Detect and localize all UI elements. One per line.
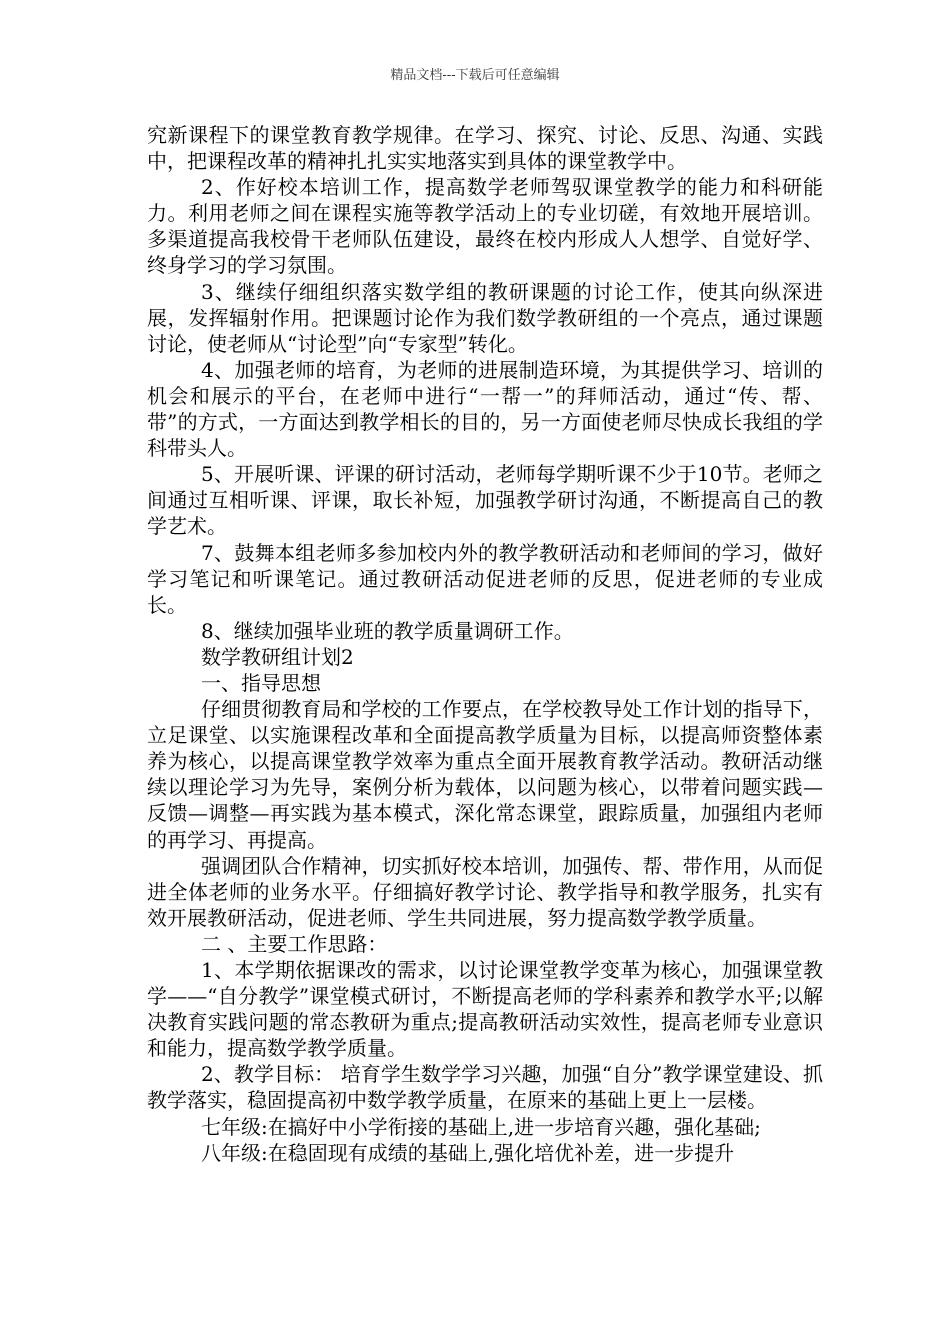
paragraph: 4、加强老师的培育，为老师的进展制造环境，为其提供学习、培训的机会和展示的平台，在老师中进行“一帮一”的拜师活动，通过“传、帮、带”的方式，一方面达到教学相长的目的，另一方面使老师尽快成长我组的学科带头人。 (147, 357, 823, 461)
paragraph: 八年级:在稳固现有成绩的基础上,强化培优补差，进一步提升 (201, 1140, 735, 1165)
section-heading: 二 、主要工作思路： (201, 931, 388, 956)
section-heading: 一、指导思想 (201, 670, 321, 695)
page-header: 精品文档---下载后可任意编辑 (390, 68, 560, 83)
paragraph: 七年级:在搞好中小学衔接的基础上,进一步培育兴趣，强化基础; (201, 1114, 761, 1139)
paragraph: 3、继续仔细组织落实数学组的教研课题的讨论工作，使其向纵深进展，发挥辐射作用。把课题讨论作为我们数学教研组的一个亮点，通过课题讨论，使老师从“讨论型”向“专家型”转化。 (147, 279, 823, 356)
paragraph: 2、作好校本培训工作，提高数学老师驾驭课堂教学的能力和科研能力。利用老师之间在课程实施等教学活动上的专业切磋，有效地开展培训。多渠道提高我校骨干老师队伍建设，最终在校内形成人人想学、自觉好学、终身学习的学习氛围。 (147, 175, 823, 278)
paragraph: 强调团队合作精神，切实抓好校本培训，加强传、帮、带作用，从而促进全体老师的业务水平。仔细搞好教学讨论、教学指导和教学服务，扎实有效开展教研活动，促进老师、学生共同进展，努力提高数学教学质量。 (147, 853, 823, 930)
document-body (147, 122, 823, 1166)
paragraph: 5、开展听课、评课的研讨活动，老师每学期听课不少于10节。老师之间通过互相听课、评课，取长补短，加强教学研讨沟通，不断提高自己的教学艺术。 (147, 462, 823, 539)
paragraph: 究新课程下的课堂教育教学规律。在学习、探究、讨论、反思、沟通、实践中，把课程改革的精神扎扎实实地落实到具体的课堂教学中。 (147, 123, 823, 174)
paragraph: 2、教学目标： 培育学生数学学习兴趣，加强“自分”教学课堂建设、抓教学落实，稳固提高初中数学教学质量，在原来的基础上更上一层楼。 (147, 1062, 823, 1113)
paragraph: 8、继续加强毕业班的教学质量调研工作。 (201, 618, 574, 643)
section-title: 数学教研组计划2 (201, 644, 354, 669)
paragraph: 7、鼓舞本组老师多参加校内外的教学教研活动和老师间的学习，做好学习笔记和听课笔记。通过教研活动促进老师的反思，促进老师的专业成长。 (147, 540, 823, 617)
paragraph: 1、本学期依据课改的需求，以讨论课堂教学变革为核心，加强课堂教学——“自分教学”课堂模式研讨，不断提高老师的学科素养和教学水平;以解决教育实践问题的常态教研为重点;提高教研活动实效性，提高老师专业意识和能力，提高数学教学质量。 (147, 958, 823, 1061)
paragraph: 仔细贯彻教育局和学校的工作要点，在学校教导处工作计划的指导下，立足课堂、以实施课程改革和全面提高教学质量为目标，以提高师资整体素养为核心，以提高课堂教学效率为重点全面开展教育教学活动。教研活动继续以理论学习为先导，案例分析为载体，以问题为核心，以带着问题实践—反馈—调整—再实践为基本模式，深化常态课堂，跟踪质量，加强组内老师的再学习、再提高。 (147, 697, 823, 852)
